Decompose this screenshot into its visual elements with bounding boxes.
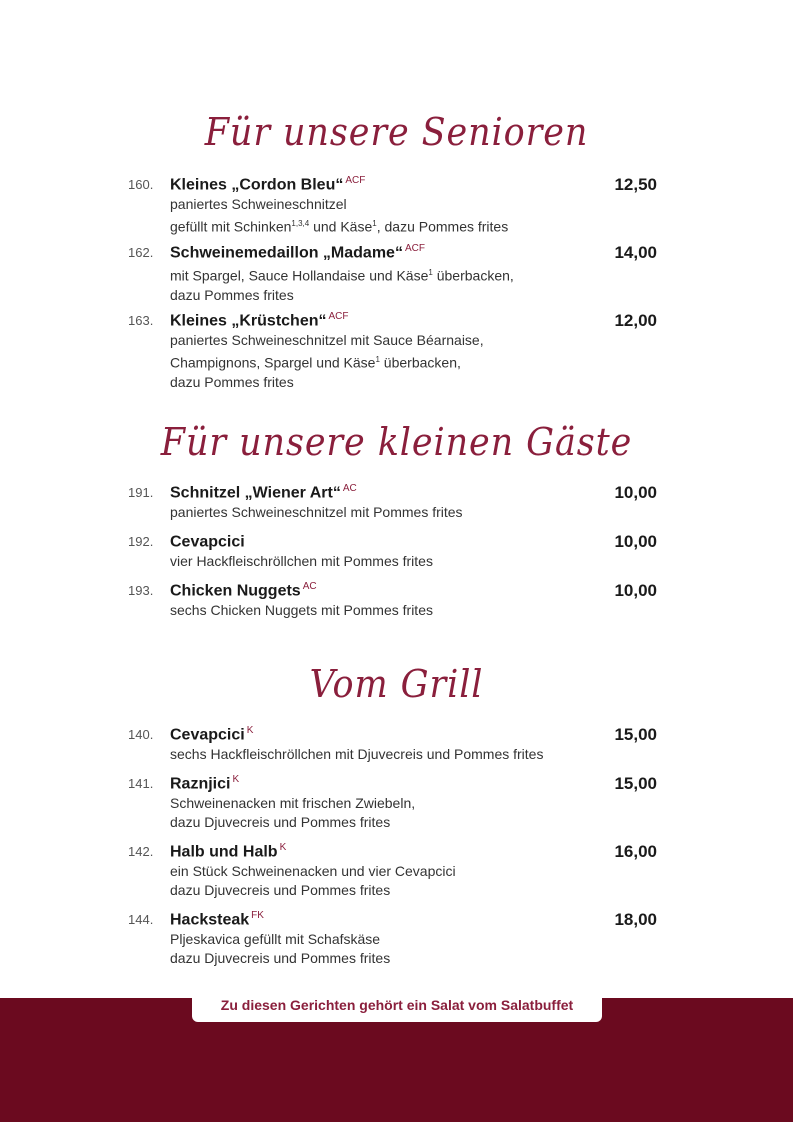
item-price: 12,00 xyxy=(614,311,657,330)
description-line: sechs Hackfleischröllchen mit Djuvecreis und Pommes frites xyxy=(170,746,544,762)
item-number: 140. xyxy=(128,727,154,742)
allergen-codes: K xyxy=(246,725,254,736)
allergen-codes: K xyxy=(279,842,287,853)
allergen-codes: AC xyxy=(342,483,357,494)
section-title-vom-grill: Vom Grill xyxy=(309,662,484,706)
salad-note: Zu diesen Gerichten gehört ein Salat vom Salatbuffet xyxy=(192,994,602,1022)
description-line: paniertes Schweineschnitzel xyxy=(170,196,347,212)
item-price: 15,00 xyxy=(614,725,657,744)
allergen-codes: K xyxy=(232,774,240,785)
item-description xyxy=(170,503,463,522)
item-description xyxy=(170,552,433,571)
allergen-codes: ACF xyxy=(328,311,349,322)
item-number: 142. xyxy=(128,844,154,859)
item-name: Cevapcici xyxy=(170,533,245,551)
item-price: 10,00 xyxy=(614,483,657,502)
section-title-senioren: Für unsere Senioren xyxy=(204,110,589,154)
description-line: sechs Chicken Nuggets mit Pommes frites xyxy=(170,602,433,618)
item-description xyxy=(170,862,456,900)
item-name: Schweinemedaillon „Madame“ $^{ACF}$ xyxy=(170,243,425,262)
allergen-codes: AC xyxy=(302,581,317,592)
description-line: dazu Pommes frites xyxy=(170,373,294,390)
item-description xyxy=(170,930,390,968)
item-price: 10,00 xyxy=(614,532,657,551)
description-line: Champignons, Spargel und Käse$^1$ überbacken, xyxy=(170,354,461,371)
description-line: paniertes Schweineschnitzel mit Pommes frites xyxy=(170,504,463,520)
item-description xyxy=(170,601,433,620)
description-line: gefüllt mit Schinken$^{1,3,4}$ und Käse$^1$, dazu Pommes frites xyxy=(170,218,509,235)
description-line: Pljeskavica gefüllt mit Schafskäse xyxy=(170,931,381,947)
description-line: mit Spargel, Sauce Hollandaise und Käse$^1$ überbacken, xyxy=(170,267,514,284)
item-name: Kleines „Krüstchen“ $^{ACF}$ xyxy=(170,311,349,330)
item-description xyxy=(170,794,415,832)
item-description xyxy=(170,745,543,764)
item-name: Halb und Halb $^K$ xyxy=(170,842,287,861)
item-number: 162. xyxy=(128,245,154,260)
section-title-kleine-gaeste: Für unsere kleinen Gäste xyxy=(160,420,633,464)
item-number: 141. xyxy=(128,776,154,791)
item-name: Kleines „Cordon Bleu“ $^{ACF}$ xyxy=(170,175,366,194)
description-line: Schweinenacken mit frischen Zwiebeln, xyxy=(170,795,416,811)
item-description xyxy=(170,195,508,237)
description-line: vier Hackfleischröllchen mit Pommes frites xyxy=(170,553,433,569)
item-name: Hacksteak $^{FK}$ xyxy=(170,910,264,929)
item-number: 144. xyxy=(128,912,154,927)
item-description xyxy=(170,263,514,305)
item-number: 193. xyxy=(128,583,154,598)
description-line: dazu Djuvecreis und Pommes frites xyxy=(170,814,391,830)
item-name: Raznjici $^K$ xyxy=(170,774,240,793)
item-name: Cevapcici $^K$ xyxy=(170,725,254,744)
item-price: 14,00 xyxy=(614,243,657,262)
item-description xyxy=(170,331,484,392)
item-price: 10,00 xyxy=(614,581,657,600)
item-name: Chicken Nuggets $^{AC}$ xyxy=(170,581,317,600)
item-number: 163. xyxy=(128,313,154,328)
description-line: dazu Pommes frites xyxy=(170,286,294,303)
item-number: 192. xyxy=(128,534,154,549)
item-number: 191. xyxy=(128,485,154,500)
allergen-codes: ACF xyxy=(345,175,366,186)
item-name: Schnitzel „Wiener Art“ $^{AC}$ xyxy=(170,483,357,502)
description-line: paniertes Schweineschnitzel mit Sauce Béarnaise, xyxy=(170,332,484,348)
item-price: 12,50 xyxy=(614,175,657,194)
item-price: 16,00 xyxy=(614,842,657,861)
item-number: 160. xyxy=(128,177,154,192)
allergen-codes: ACF xyxy=(404,243,425,254)
description-line: ein Stück Schweinenacken und vier Cevapcici xyxy=(170,863,456,879)
item-price: 18,00 xyxy=(614,910,657,929)
item-price: 15,00 xyxy=(614,774,657,793)
description-line: dazu Djuvecreis und Pommes frites xyxy=(170,950,391,966)
description-line: dazu Djuvecreis und Pommes frites xyxy=(170,882,391,898)
allergen-codes: FK xyxy=(251,910,264,921)
